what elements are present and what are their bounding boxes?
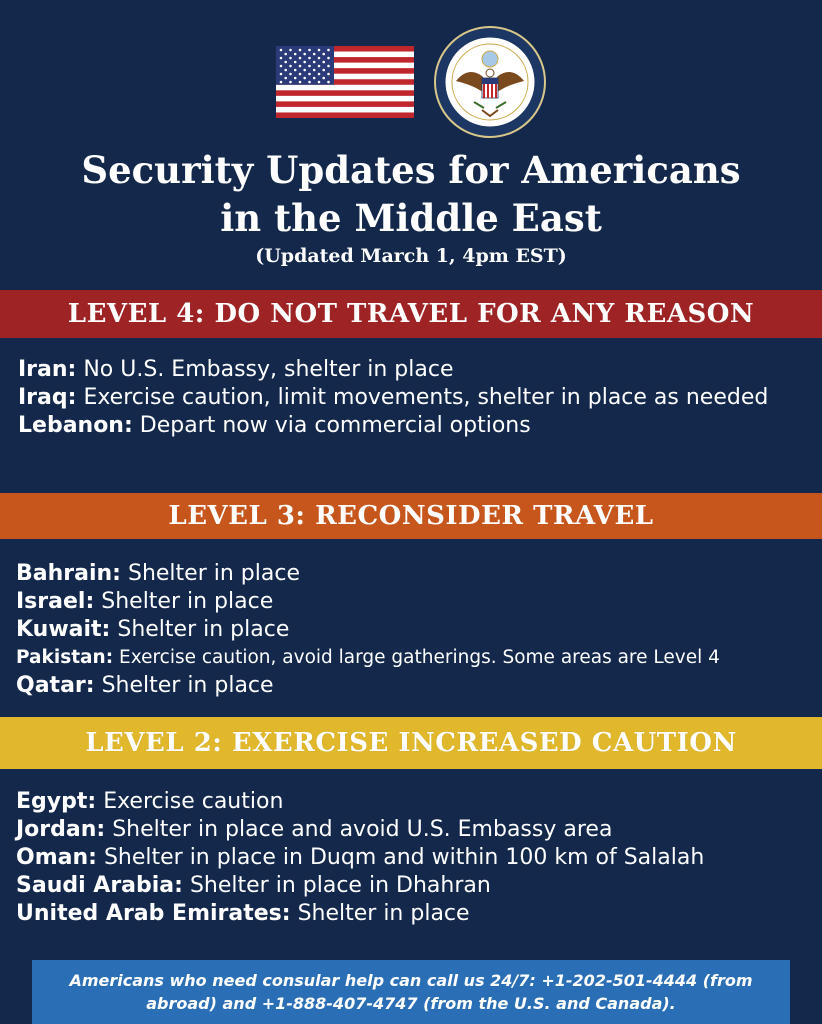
list-item [18,412,808,440]
country-name: Jordan: [16,817,106,842]
level-3-list [16,560,816,700]
advisory-text: Depart now via commercial options [139,413,531,438]
advisory-text: No U.S. Embassy, shelter in place [83,357,454,382]
country-name: Iran: [18,357,77,382]
level-4-list [18,356,808,440]
advisory-text: Shelter in place [101,589,274,614]
country-name: Lebanon: [18,413,133,438]
list-item [18,356,808,384]
advisory-text: Exercise caution, avoid large gatherings. Some areas are Level 4 [119,647,720,668]
advisory-text: Shelter in place [117,617,290,642]
country-name: Pakistan: [16,647,114,668]
advisory-text: Exercise caution, limit movements, shelter in place as needed [83,385,769,410]
advisory-text: Shelter in place in Duqm and within 100 km of Salalah [103,845,705,870]
footer-line-1: Americans who need consular help can call us 24/7: +1-202-501-4444 (from [69,971,753,990]
page-title [0,146,822,242]
list-item [18,384,808,412]
list-item [16,844,816,872]
level-3-heading: LEVEL 3: RECONSIDER TRAVEL [0,493,822,539]
advisory-text: Shelter in place and avoid U.S. Embassy area [112,817,613,842]
country-name: Qatar: [16,673,95,698]
us-flag-icon [276,46,414,118]
footer-line-2: abroad) and +1-888-407-4747 (from the U.S. and Canada). [146,994,676,1013]
advisory-text: Exercise caution [103,789,284,814]
advisory-text: Shelter in place in Dhahran [189,873,491,898]
level-2-list [16,788,816,928]
list-item [16,788,816,816]
country-name: Kuwait: [16,617,111,642]
list-item [16,560,816,588]
country-name: Egypt: [16,789,97,814]
list-item [16,616,816,644]
list-item [16,672,816,700]
country-name: Saudi Arabia: [16,873,183,898]
department-of-state-seal-icon [434,26,546,138]
header-logos [0,26,822,138]
level-4-heading: LEVEL 4: DO NOT TRAVEL FOR ANY REASON [0,290,822,338]
title-line-1: Security Updates for Americans [81,148,741,192]
country-name: Israel: [16,589,95,614]
list-item [16,644,816,672]
list-item [16,900,816,928]
advisory-text: Shelter in place [101,673,274,698]
country-name: Bahrain: [16,561,121,586]
updated-date: (Updated March 1, 4pm EST) [255,245,567,267]
list-item [16,872,816,900]
list-item [16,588,816,616]
level-2-heading: LEVEL 2: EXERCISE INCREASED CAUTION [0,717,822,769]
country-name: Iraq: [18,385,77,410]
list-item [16,816,816,844]
advisory-text: Shelter in place [127,561,300,586]
country-name: United Arab Emirates: [16,901,291,926]
title-line-2: in the Middle East [220,196,602,240]
consular-help-box [32,960,790,1024]
country-name: Oman: [16,845,97,870]
advisory-text: Shelter in place [297,901,470,926]
